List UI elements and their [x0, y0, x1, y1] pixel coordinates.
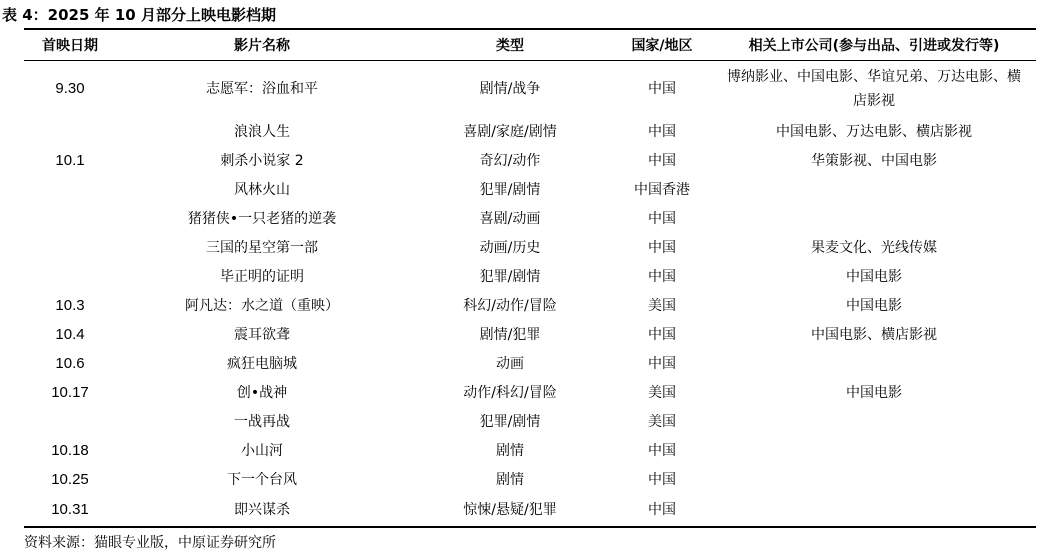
cell-film: 即兴谋杀	[234, 501, 290, 518]
cell-country: 中国	[648, 80, 676, 97]
cell-country: 中国	[648, 355, 676, 372]
cell-date	[24, 204, 116, 233]
cell-date	[24, 233, 116, 262]
cell-company	[712, 436, 1036, 465]
cell-company: 中国电影	[846, 268, 902, 285]
cell-company: 中国电影	[846, 297, 902, 314]
cell-company: 中国电影、横店影视	[811, 326, 937, 343]
cell-film: 下一个台风	[227, 471, 297, 488]
cell-company	[712, 407, 1036, 436]
cell-country: 中国	[648, 123, 676, 140]
table-bottom-rule	[24, 526, 1036, 528]
table-row	[24, 61, 1036, 116]
table-title: 表 4：2025 年 10 月部分上映电影档期	[2, 6, 276, 24]
cell-film: 浪浪人生	[234, 123, 290, 140]
cell-film: 刺杀小说家 2	[220, 152, 304, 169]
cell-date: 10.31	[51, 500, 89, 518]
cell-company	[712, 465, 1036, 494]
table-row	[24, 407, 1036, 436]
cell-company: 华策影视、中国电影	[811, 152, 937, 169]
cell-genre: 喜剧/动画	[479, 210, 541, 227]
cell-film: 一战再战	[234, 413, 290, 430]
cell-genre: 喜剧/家庭/剧情	[463, 123, 557, 140]
cell-country: 中国	[648, 501, 676, 518]
cell-country: 中国	[648, 210, 676, 227]
cell-company	[712, 494, 1036, 525]
cell-film: 猪猪侠•一只老猪的逆袭	[187, 210, 337, 227]
cell-country: 美国	[648, 413, 676, 430]
table-row	[24, 378, 1036, 407]
header-country: 国家/地区	[631, 37, 693, 54]
table-header	[24, 31, 1036, 60]
table-row	[24, 465, 1036, 494]
source-note: 资料来源：猫眼专业版，中原证券研究所	[24, 535, 276, 551]
table-row	[24, 436, 1036, 465]
table-row	[24, 117, 1036, 146]
cell-genre: 奇幻/动作	[479, 152, 541, 169]
cell-genre: 科幻/动作/冒险	[463, 297, 557, 314]
cell-date: 9.30	[55, 79, 85, 97]
header-company: 相关上市公司(参与出品、引进或发行等)	[748, 37, 1000, 54]
table-row	[24, 262, 1036, 291]
cell-film: 三国的星空第一部	[206, 239, 318, 256]
cell-film: 震耳欲聋	[234, 326, 290, 343]
cell-genre: 动作/科幻/冒险	[463, 384, 557, 401]
table-row	[24, 175, 1036, 204]
table-row	[24, 146, 1036, 175]
cell-company: 中国电影、万达电影、横店影视	[776, 123, 972, 140]
cell-country: 美国	[648, 297, 676, 314]
cell-country: 中国香港	[634, 181, 690, 198]
table-top-rule	[24, 28, 1036, 30]
table-row	[24, 233, 1036, 262]
cell-date: 10.6	[55, 354, 85, 372]
header-date: 首映日期	[42, 37, 98, 54]
cell-film: 风林火山	[234, 181, 290, 198]
cell-country: 中国	[648, 326, 676, 343]
cell-date	[24, 175, 116, 204]
cell-country: 美国	[648, 384, 676, 401]
cell-genre: 犯罪/剧情	[479, 413, 541, 430]
cell-company: 果麦文化、光线传媒	[811, 239, 937, 256]
cell-genre: 惊悚/悬疑/犯罪	[463, 501, 557, 518]
cell-genre: 动画/历史	[479, 239, 541, 256]
cell-country: 中国	[648, 268, 676, 285]
cell-date: 10.3	[55, 296, 85, 314]
cell-genre: 犯罪/剧情	[479, 268, 541, 285]
table-row	[24, 204, 1036, 233]
cell-film: 毕正明的证明	[220, 268, 304, 285]
cell-date: 10.25	[51, 470, 89, 488]
cell-date	[24, 407, 116, 436]
cell-genre: 剧情	[496, 442, 524, 459]
cell-company	[712, 349, 1036, 378]
cell-date: 10.4	[55, 325, 85, 343]
cell-film: 小山河	[241, 442, 283, 459]
cell-film: 创•战神	[236, 384, 288, 401]
cell-genre: 动画	[496, 355, 524, 372]
cell-date: 10.1	[55, 151, 85, 169]
cell-company: 博纳影业、中国电影、华谊兄弟、万达电影、横店影视	[727, 68, 1021, 109]
cell-genre: 剧情	[496, 471, 524, 488]
cell-film: 疯狂电脑城	[227, 355, 297, 372]
header-film: 影片名称	[234, 37, 290, 54]
cell-company	[712, 204, 1036, 233]
cell-company	[712, 175, 1036, 204]
cell-country: 中国	[648, 239, 676, 256]
header-genre: 类型	[496, 37, 524, 54]
cell-genre: 犯罪/剧情	[479, 181, 541, 198]
table-row	[24, 291, 1036, 320]
table-row	[24, 494, 1036, 525]
cell-date: 10.17	[51, 383, 89, 401]
cell-date	[24, 262, 116, 291]
cell-date: 10.18	[51, 441, 89, 459]
cell-country: 中国	[648, 442, 676, 459]
table-row	[24, 349, 1036, 378]
cell-film: 阿凡达：水之道（重映）	[185, 297, 339, 314]
table-row	[24, 320, 1036, 349]
cell-company: 中国电影	[846, 384, 902, 401]
cell-country: 中国	[648, 471, 676, 488]
cell-film: 志愿军：浴血和平	[206, 80, 318, 97]
cell-genre: 剧情/犯罪	[479, 326, 541, 343]
cell-country: 中国	[648, 152, 676, 169]
cell-genre: 剧情/战争	[479, 80, 541, 97]
cell-date	[24, 117, 116, 146]
